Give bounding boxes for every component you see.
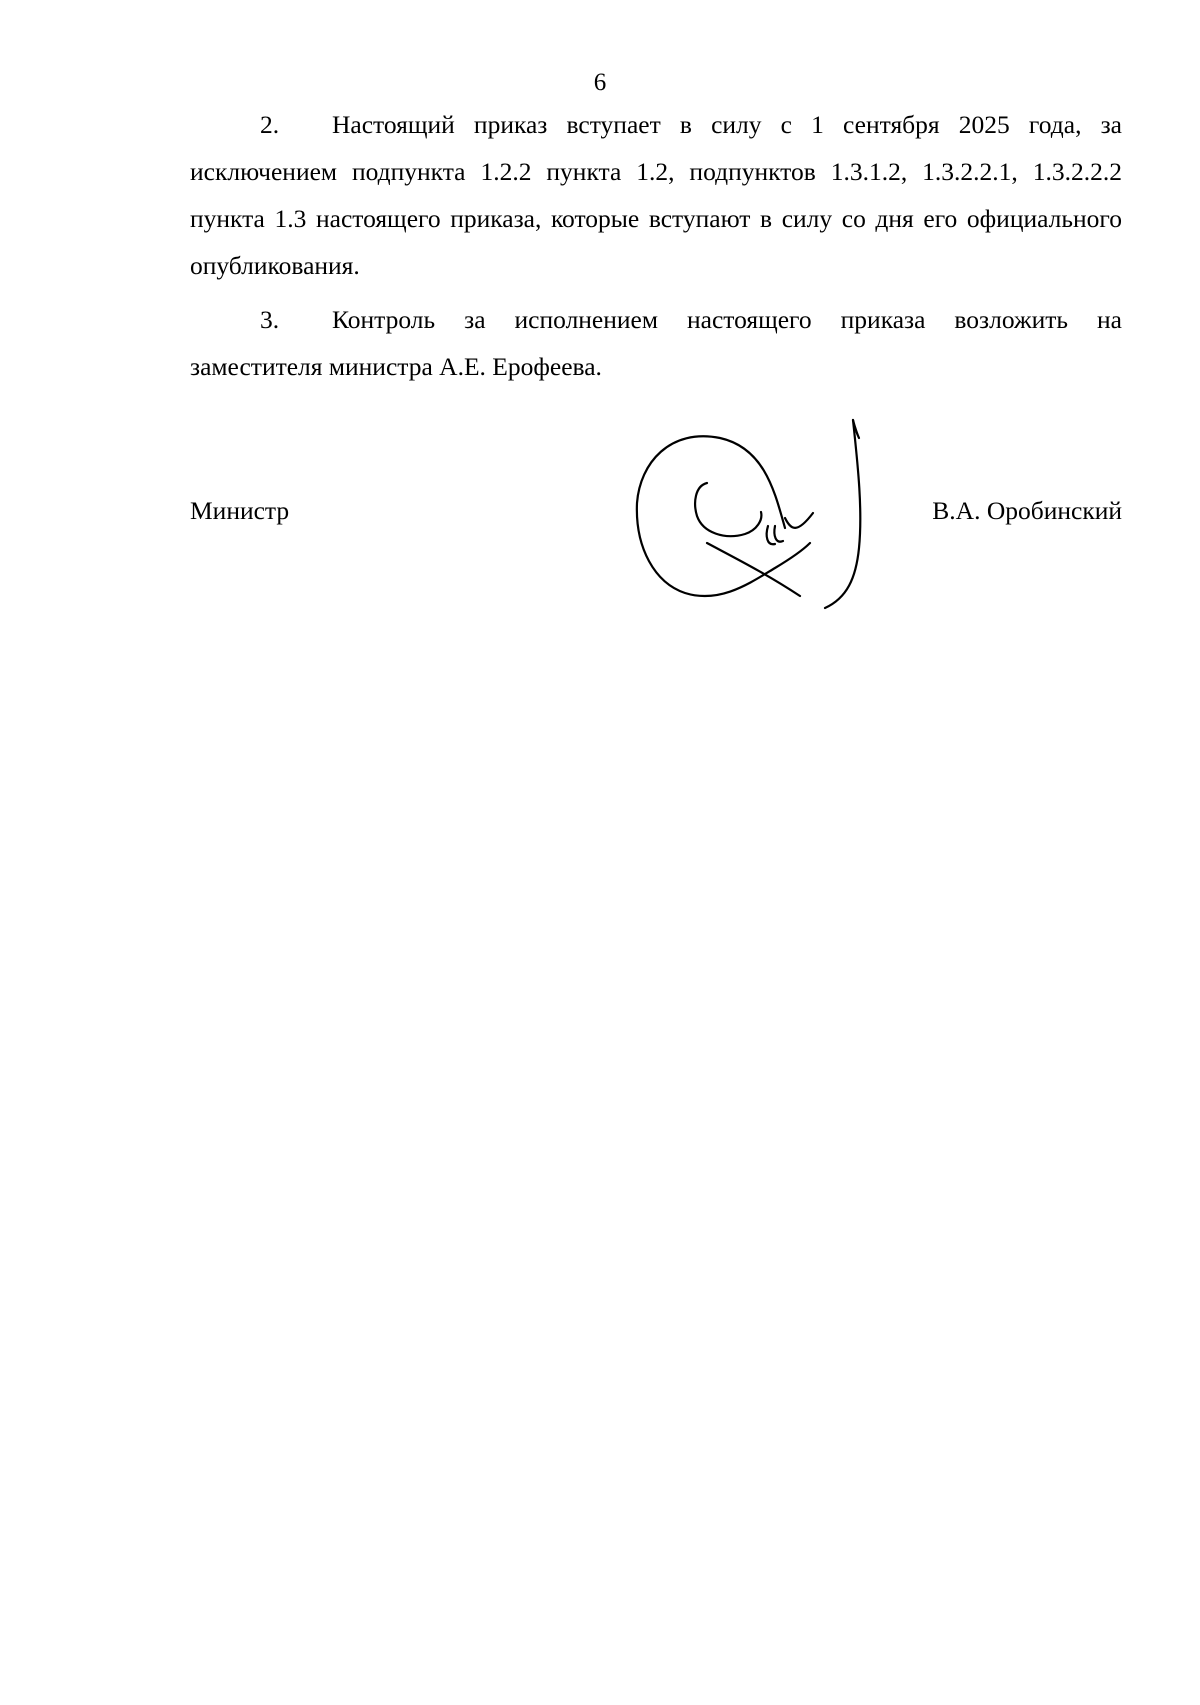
- paragraph-number: 3.: [260, 305, 280, 334]
- handwritten-signature: [625, 408, 895, 618]
- paragraph-2: [190, 101, 1122, 289]
- paragraph-text: Настоящий приказ вступает в силу с 1 сентября 2025 года, за исключением подпункта 1.2.2 пункта 1.2, подпунктов 1.3.1.2, 1.3.2.2.1, 1.3.2.2.2 пункта 1.3 настоящего приказа, которые вступают в силу со дня его официального опубликования.: [190, 110, 1122, 280]
- signatory-name: В.А. Оробинский: [932, 496, 1122, 525]
- signatory-title: Министр: [190, 496, 290, 525]
- page-number: 6: [593, 69, 607, 96]
- paragraph-text: Контроль за исполнением настоящего приказа возложить на заместителя министра А.Е. Ерофеева.: [190, 305, 1122, 381]
- paragraph-number: 2.: [260, 110, 280, 139]
- paragraph-3: [190, 296, 1122, 390]
